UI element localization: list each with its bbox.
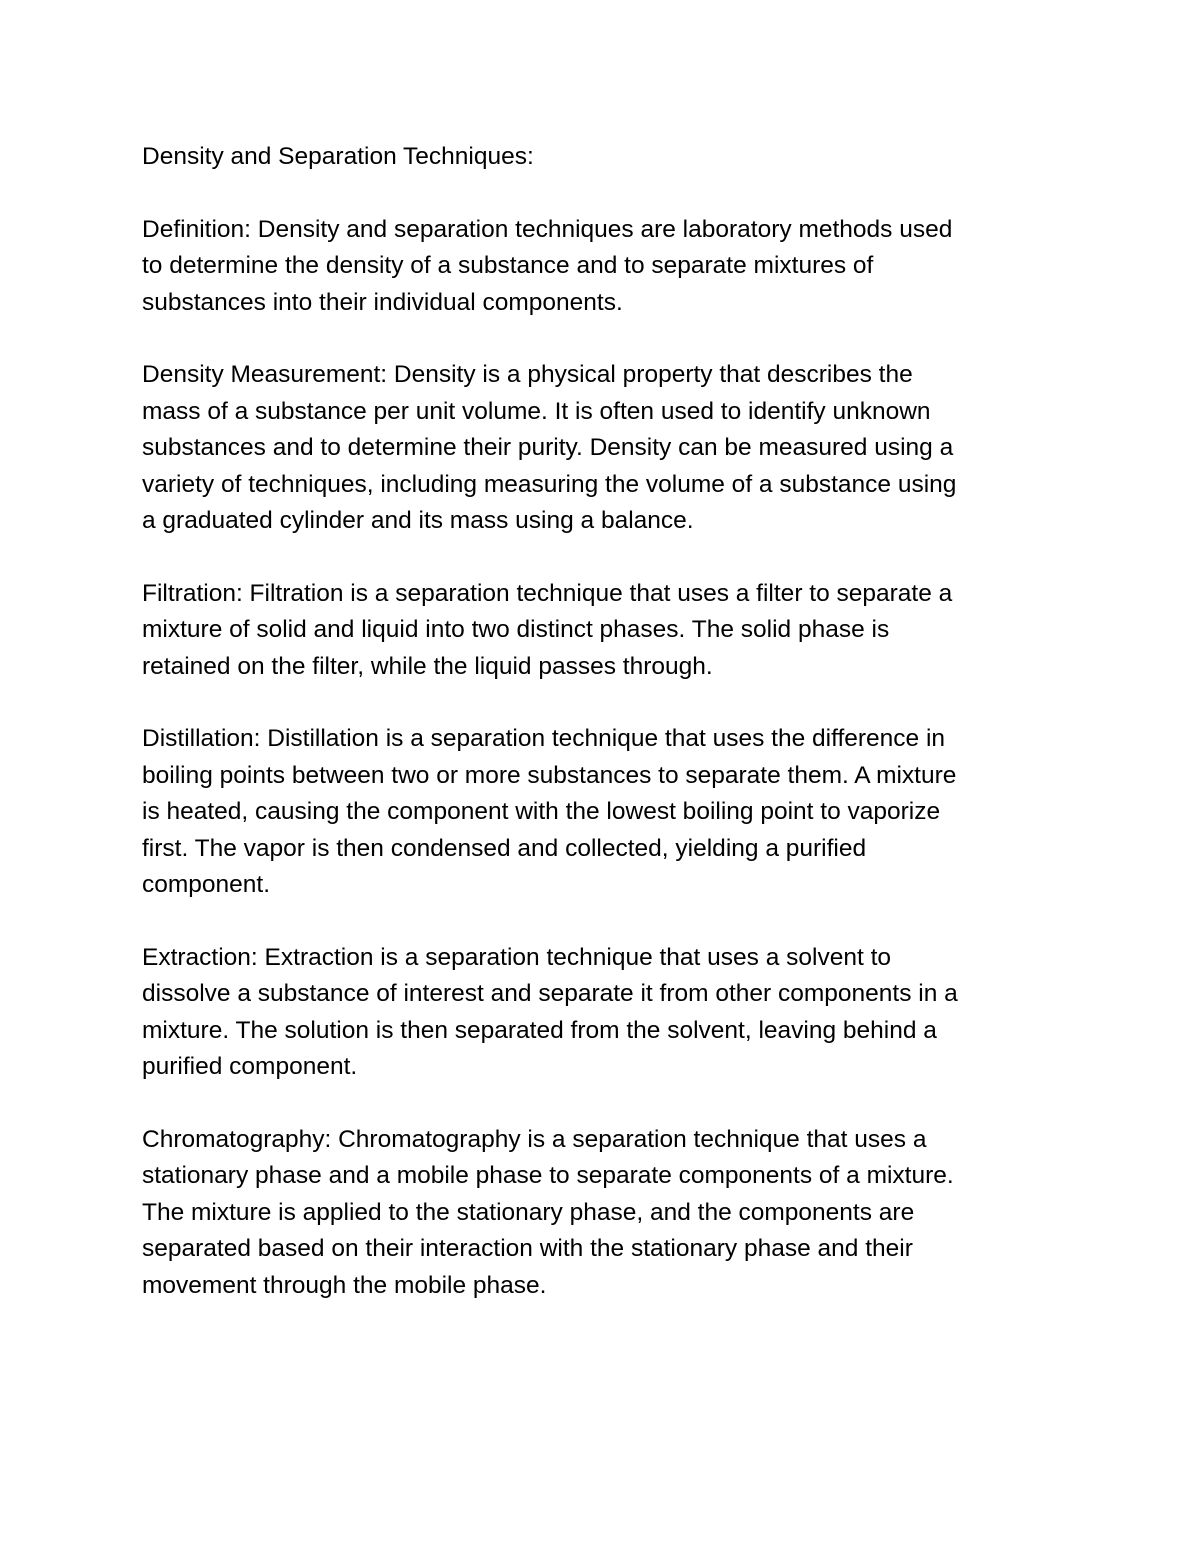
paragraph-definition: [142, 212, 1082, 321]
paragraph-filtration: [142, 576, 1082, 685]
paragraph-line: mixture of solid and liquid into two distinct phases. The solid phase is: [142, 616, 890, 644]
paragraph-line: a graduated cylinder and its mass using a balance.: [142, 507, 694, 535]
paragraph-line: Distillation: Distillation is a separation technique that uses the difference in: [142, 725, 946, 753]
document-title: [142, 139, 1082, 175]
paragraph-line: substances and to determine their purity. Density can be measured using a: [142, 434, 954, 462]
paragraph-line: retained on the filter, while the liquid passes through.: [142, 652, 713, 680]
paragraph-line: to determine the density of a substance and to separate mixtures of: [142, 252, 874, 280]
paragraph-line: movement through the mobile phase.: [142, 1271, 547, 1299]
paragraph-line: first. The vapor is then condensed and collected, yielding a purified: [142, 834, 867, 862]
paragraph-line: dissolve a substance of interest and separate it from other components in a: [142, 980, 958, 1008]
paragraph-line: Chromatography: Chromatography is a separation technique that uses a: [142, 1125, 927, 1153]
paragraph-extraction: [142, 940, 1082, 1086]
paragraph-line: is heated, causing the component with the lowest boiling point to vaporize: [142, 798, 941, 826]
paragraph-line: mixture. The solution is then separated from the solvent, leaving behind a: [142, 1016, 937, 1044]
paragraph-line: Filtration: Filtration is a separation technique that uses a filter to separate a: [142, 579, 953, 607]
paragraph-chromatography: [142, 1122, 1082, 1304]
title-line: Density and Separation Techniques:: [142, 143, 534, 170]
paragraph-line: The mixture is applied to the stationary phase, and the components are: [142, 1198, 915, 1226]
paragraph-line: variety of techniques, including measuring the volume of a substance using: [142, 470, 957, 498]
paragraph-line: purified component.: [142, 1053, 358, 1081]
paragraph-line: substances into their individual components.: [142, 288, 623, 316]
paragraph-line: mass of a substance per unit volume. It is often used to identify unknown: [142, 397, 931, 425]
paragraph-line: boiling points between two or more substances to separate them. A mixture: [142, 761, 957, 789]
paragraph-line: separated based on their interaction with the stationary phase and their: [142, 1235, 913, 1263]
paragraph-density-measurement: [142, 357, 1082, 539]
paragraph-line: Definition: Density and separation techniques are laboratory methods used: [142, 215, 953, 243]
paragraph-distillation: [142, 721, 1082, 903]
document-body: [142, 139, 1082, 1340]
paragraph-line: component.: [142, 871, 271, 899]
paragraph-line: Extraction: Extraction is a separation technique that uses a solvent to: [142, 943, 892, 971]
paragraph-line: Density Measurement: Density is a physical property that describes the: [142, 361, 913, 389]
paragraph-line: stationary phase and a mobile phase to separate components of a mixture.: [142, 1162, 954, 1190]
